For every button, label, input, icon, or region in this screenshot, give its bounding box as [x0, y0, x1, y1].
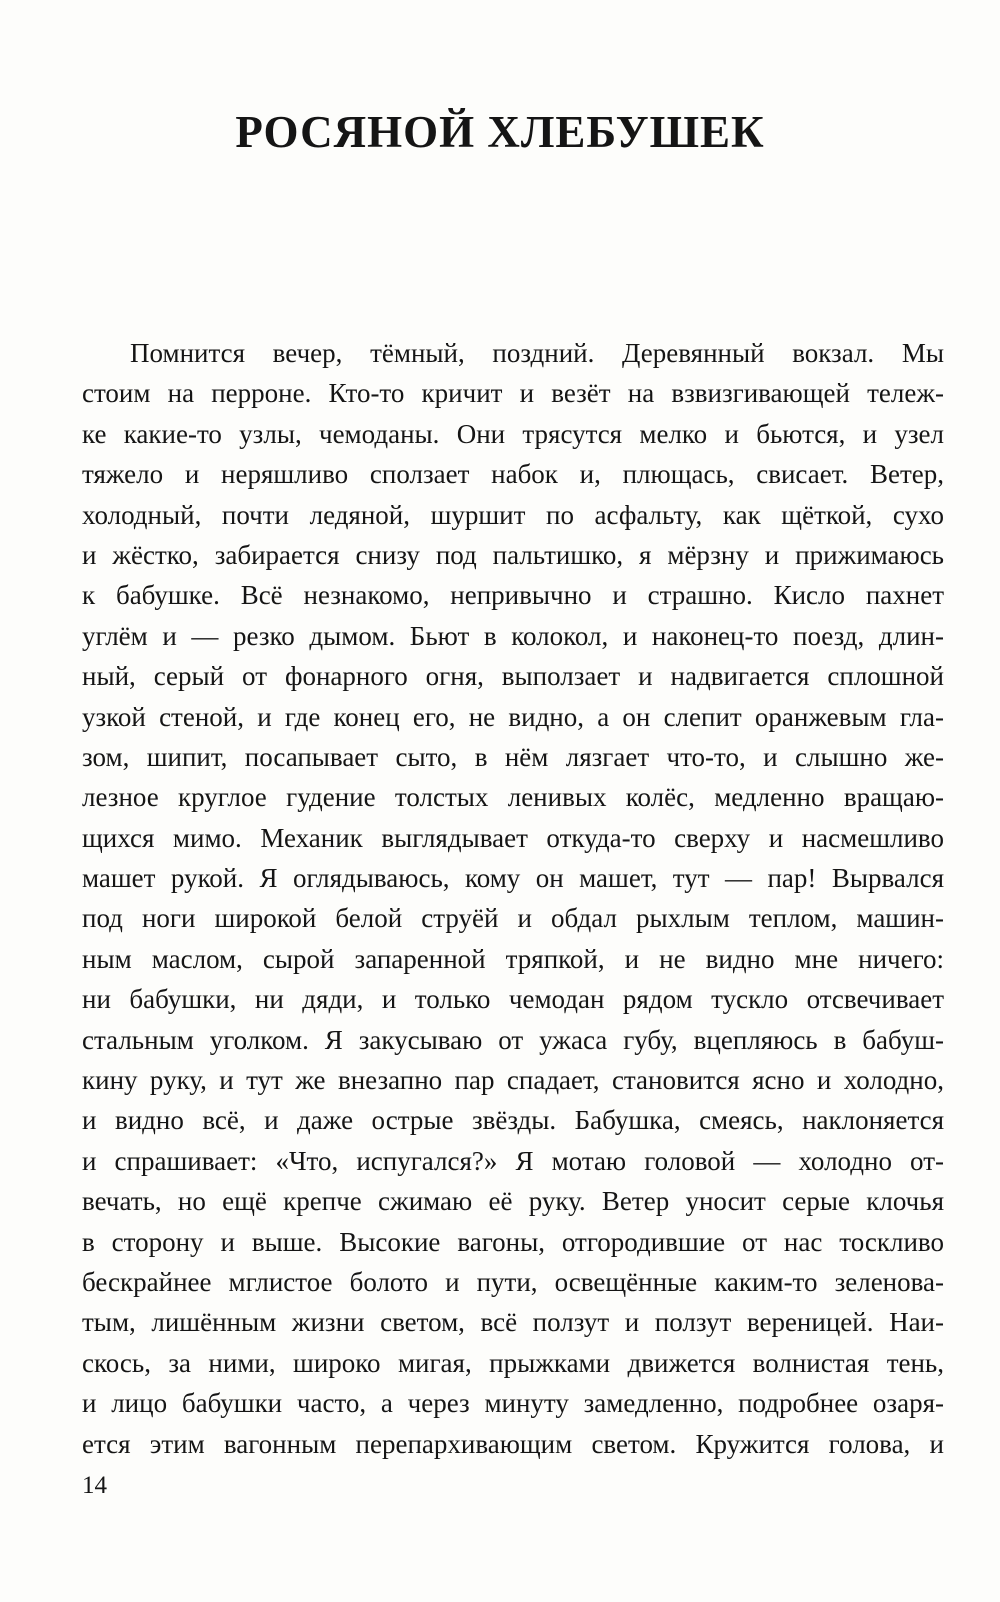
text-line: и спрашивает: «Что, испугался?» Я мотаю головой — холодно от- [82, 1145, 944, 1176]
text-line: ный, серый от фонарного огня, выползает и надвигается сплошной [82, 661, 944, 692]
text-line: бескрайнее мглистое болото и пути, освещённые каким-то зеленова- [82, 1266, 944, 1297]
text-line: узкой стеной, и где конец его, не видно, а он слепит оранжевым гла- [82, 701, 944, 732]
chapter-title: РОСЯНОЙ ХЛЕБУШЕК [235, 107, 765, 157]
body-text [82, 333, 944, 1464]
text-line: холодный, почти ледяной, шуршит по асфальту, как щёткой, сухо [82, 499, 944, 530]
text-line: и лицо бабушки часто, а через минуту замедленно, подробнее озаря- [82, 1388, 944, 1419]
text-line: тым, лишённым жизни светом, всё ползут и ползут вереницей. Наи- [82, 1307, 944, 1338]
text-line: тяжело и неряшливо сползает набок и, плющась, свисает. Ветер, [82, 459, 944, 490]
text-line: ни бабушки, ни дяди, и только чемодан рядом тускло отсвечивает [82, 984, 944, 1015]
text-line: вечать, но ещё крепче сжимаю её руку. Ветер уносит серые клочья [82, 1186, 944, 1217]
text-line: машет рукой. Я оглядываюсь, кому он машет, тут — пар! Вырвался [82, 863, 944, 894]
text-line: и видно всё, и даже острые звёзды. Бабушка, смеясь, наклоняется [82, 1105, 944, 1136]
text-line: ным маслом, сырой запаренной тряпкой, и не видно мне ничего: [82, 943, 944, 974]
text-line: щихся мимо. Механик выглядывает откуда-то сверху и насмешливо [82, 822, 944, 853]
text-line: под ноги широкой белой струёй и обдал рыхлым теплом, машин- [82, 903, 944, 934]
text-line: и жёстко, забирается снизу под пальтишко, я мёрзну и прижимаюсь [82, 539, 944, 570]
text-line: углём и — резко дымом. Бьют в колокол, и наконец-то поезд, длин- [82, 620, 944, 651]
text-line: к бабушке. Всё незнакомо, непривычно и страшно. Кисло пахнет [82, 580, 944, 611]
text-line: ке какие-то узлы, чемоданы. Они трясутся мелко и бьются, и узел [82, 418, 944, 449]
text-line: стальным уголком. Я закусываю от ужаса губу, вцепляюсь в бабуш- [82, 1024, 944, 1055]
text-line: стоим на перроне. Кто-то кричит и везёт на взвизгивающей тележ- [82, 378, 944, 409]
text-line: в сторону и выше. Высокие вагоны, отгородившие от нас тоскливо [82, 1226, 944, 1257]
text-line: лезное круглое гудение толстых ленивых колёс, медленно вращаю- [82, 782, 944, 813]
text-line: Помнится вечер, тёмный, поздний. Деревянный вокзал. Мы [130, 338, 944, 368]
text-line: скось, за ними, широко мигая, прыжками движется волнистая тень, [82, 1347, 944, 1378]
text-line: ется этим вагонным перепархивающим светом. Кружится голова, и [82, 1428, 944, 1459]
text-line: кину руку, и тут же внезапно пар спадает, становится ясно и холодно, [82, 1065, 944, 1096]
text-line: зом, шипит, посапывает сыто, в нём лязгает что-то, и слышно же- [82, 741, 944, 772]
page-number: 14 [82, 1472, 107, 1499]
